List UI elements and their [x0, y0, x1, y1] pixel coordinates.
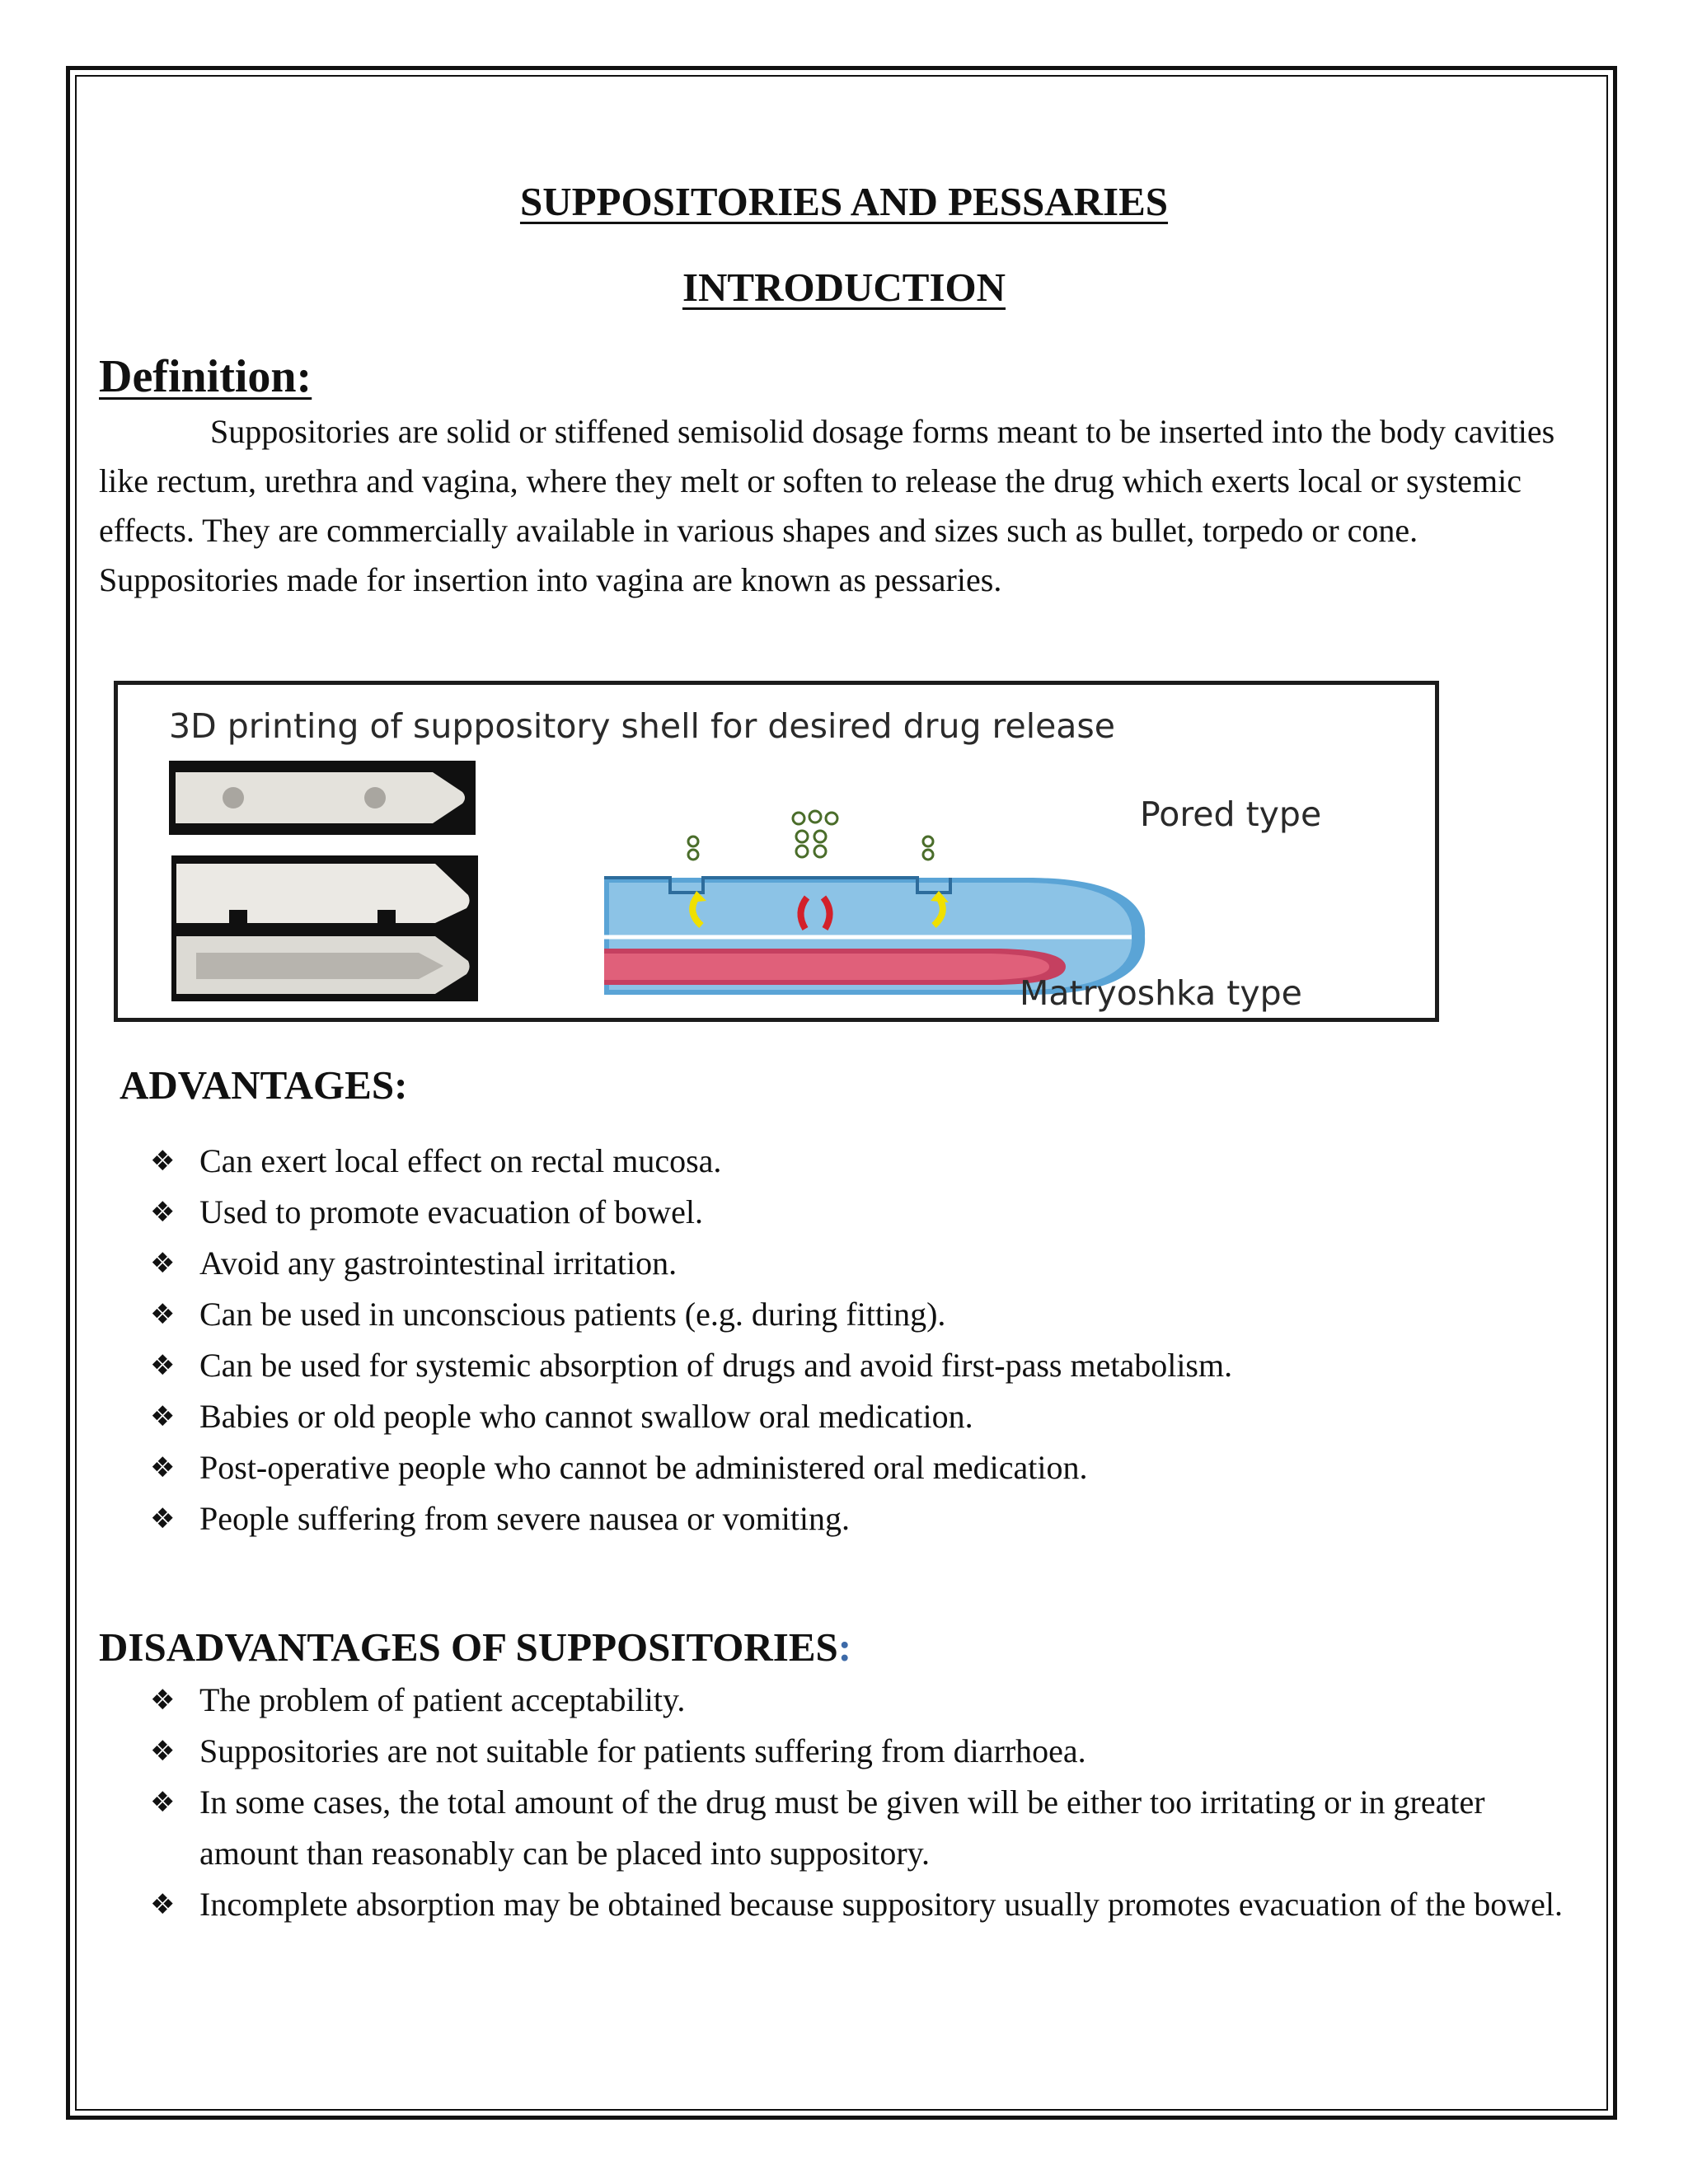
bullet-diamond-icon: ❖	[150, 1735, 176, 1768]
document-title: SUPPOSITORIES AND PESSARIES	[519, 179, 1169, 224]
suppository-photo-pored	[169, 761, 476, 835]
advantages-item-text: Can be used in unconscious patients (e.g. during fitting).	[199, 1296, 946, 1333]
bullet-diamond-icon: ❖	[150, 1247, 176, 1280]
bullet-diamond-icon: ❖	[150, 1349, 176, 1382]
advantages-item-text: People suffering from severe nausea or vomiting.	[199, 1500, 851, 1537]
disadvantages-heading-colon: :	[837, 1624, 852, 1670]
definition-heading: Definition:	[99, 351, 312, 402]
bullet-diamond-icon: ❖	[150, 1888, 176, 1921]
disadvantages-item	[150, 1726, 1584, 1777]
definition-paragraph: Suppositories are solid or stiffened semisolid dosage forms meant to be inserted into the body cavities like rectum, urethra and vagina, where they melt or soften to release the drug which exerts local or systemic effects. They are commercially available in various shapes and sizes such as bullet, torpedo or cone. Suppositories made for insertion into vagina are known as pessaries.	[99, 413, 1555, 598]
advantages-item	[150, 1340, 1584, 1391]
advantages-list	[150, 1136, 1584, 1544]
advantages-item-text: Babies or old people who cannot swallow oral medication.	[199, 1398, 973, 1435]
suppository-photo-matryoshka	[171, 855, 478, 1001]
advantages-item	[150, 1391, 1584, 1442]
section-title-introduction: INTRODUCTION	[682, 265, 1006, 310]
advantages-item	[150, 1136, 1584, 1187]
bullet-diamond-icon: ❖	[150, 1400, 176, 1433]
bullet-diamond-icon: ❖	[150, 1145, 176, 1178]
bullet-diamond-icon: ❖	[150, 1298, 176, 1331]
advantages-item-text: Can exert local effect on rectal mucosa.	[199, 1142, 722, 1179]
advantages-item	[150, 1289, 1584, 1340]
advantages-item	[150, 1187, 1584, 1238]
disadvantages-item-text: In some cases, the total amount of the drug must be given will be either too irritating or in greater amount than reasonably can be placed into suppository.	[199, 1783, 1485, 1872]
advantages-item	[150, 1493, 1584, 1544]
disadvantages-item-text: The problem of patient acceptability.	[199, 1681, 686, 1718]
advantages-item-text: Post-operative people who cannot be administered oral medication.	[199, 1449, 1088, 1486]
bullet-diamond-icon: ❖	[150, 1684, 176, 1717]
bullet-diamond-icon: ❖	[150, 1196, 176, 1229]
disadvantages-heading	[99, 1624, 851, 1671]
advantages-item-text: Used to promote evacuation of bowel.	[199, 1193, 703, 1230]
advantages-item-text: Can be used for systemic absorption of drugs and avoid first-pass metabolism.	[199, 1347, 1233, 1384]
bullet-diamond-icon: ❖	[150, 1502, 176, 1535]
disadvantages-heading-text: DISADVANTAGES OF SUPPOSITORIES	[99, 1624, 838, 1670]
disadvantages-item-text: Suppositories are not suitable for patients suffering from diarrhoea.	[199, 1732, 1086, 1769]
label-pored-type: Pored type	[1140, 794, 1322, 834]
disadvantages-item	[150, 1777, 1584, 1879]
disadvantages-item	[150, 1675, 1584, 1726]
advantages-item-text: Avoid any gastrointestinal irritation.	[199, 1244, 678, 1282]
figure-title: 3D printing of suppository shell for desired drug release	[169, 706, 1116, 746]
disadvantages-list	[150, 1675, 1584, 1930]
advantages-item	[150, 1442, 1584, 1493]
disadvantages-item	[150, 1879, 1584, 1930]
bullet-diamond-icon: ❖	[150, 1786, 176, 1819]
advantages-heading: ADVANTAGES:	[120, 1062, 408, 1108]
bullet-diamond-icon: ❖	[150, 1451, 176, 1484]
disadvantages-item-text: Incomplete absorption may be obtained because suppository usually promotes evacuation of the bowel.	[199, 1886, 1564, 1923]
figure-3d-printing	[114, 681, 1439, 1022]
advantages-item	[150, 1238, 1584, 1289]
label-matryoshka-type: Matryoshka type	[1020, 973, 1302, 1013]
